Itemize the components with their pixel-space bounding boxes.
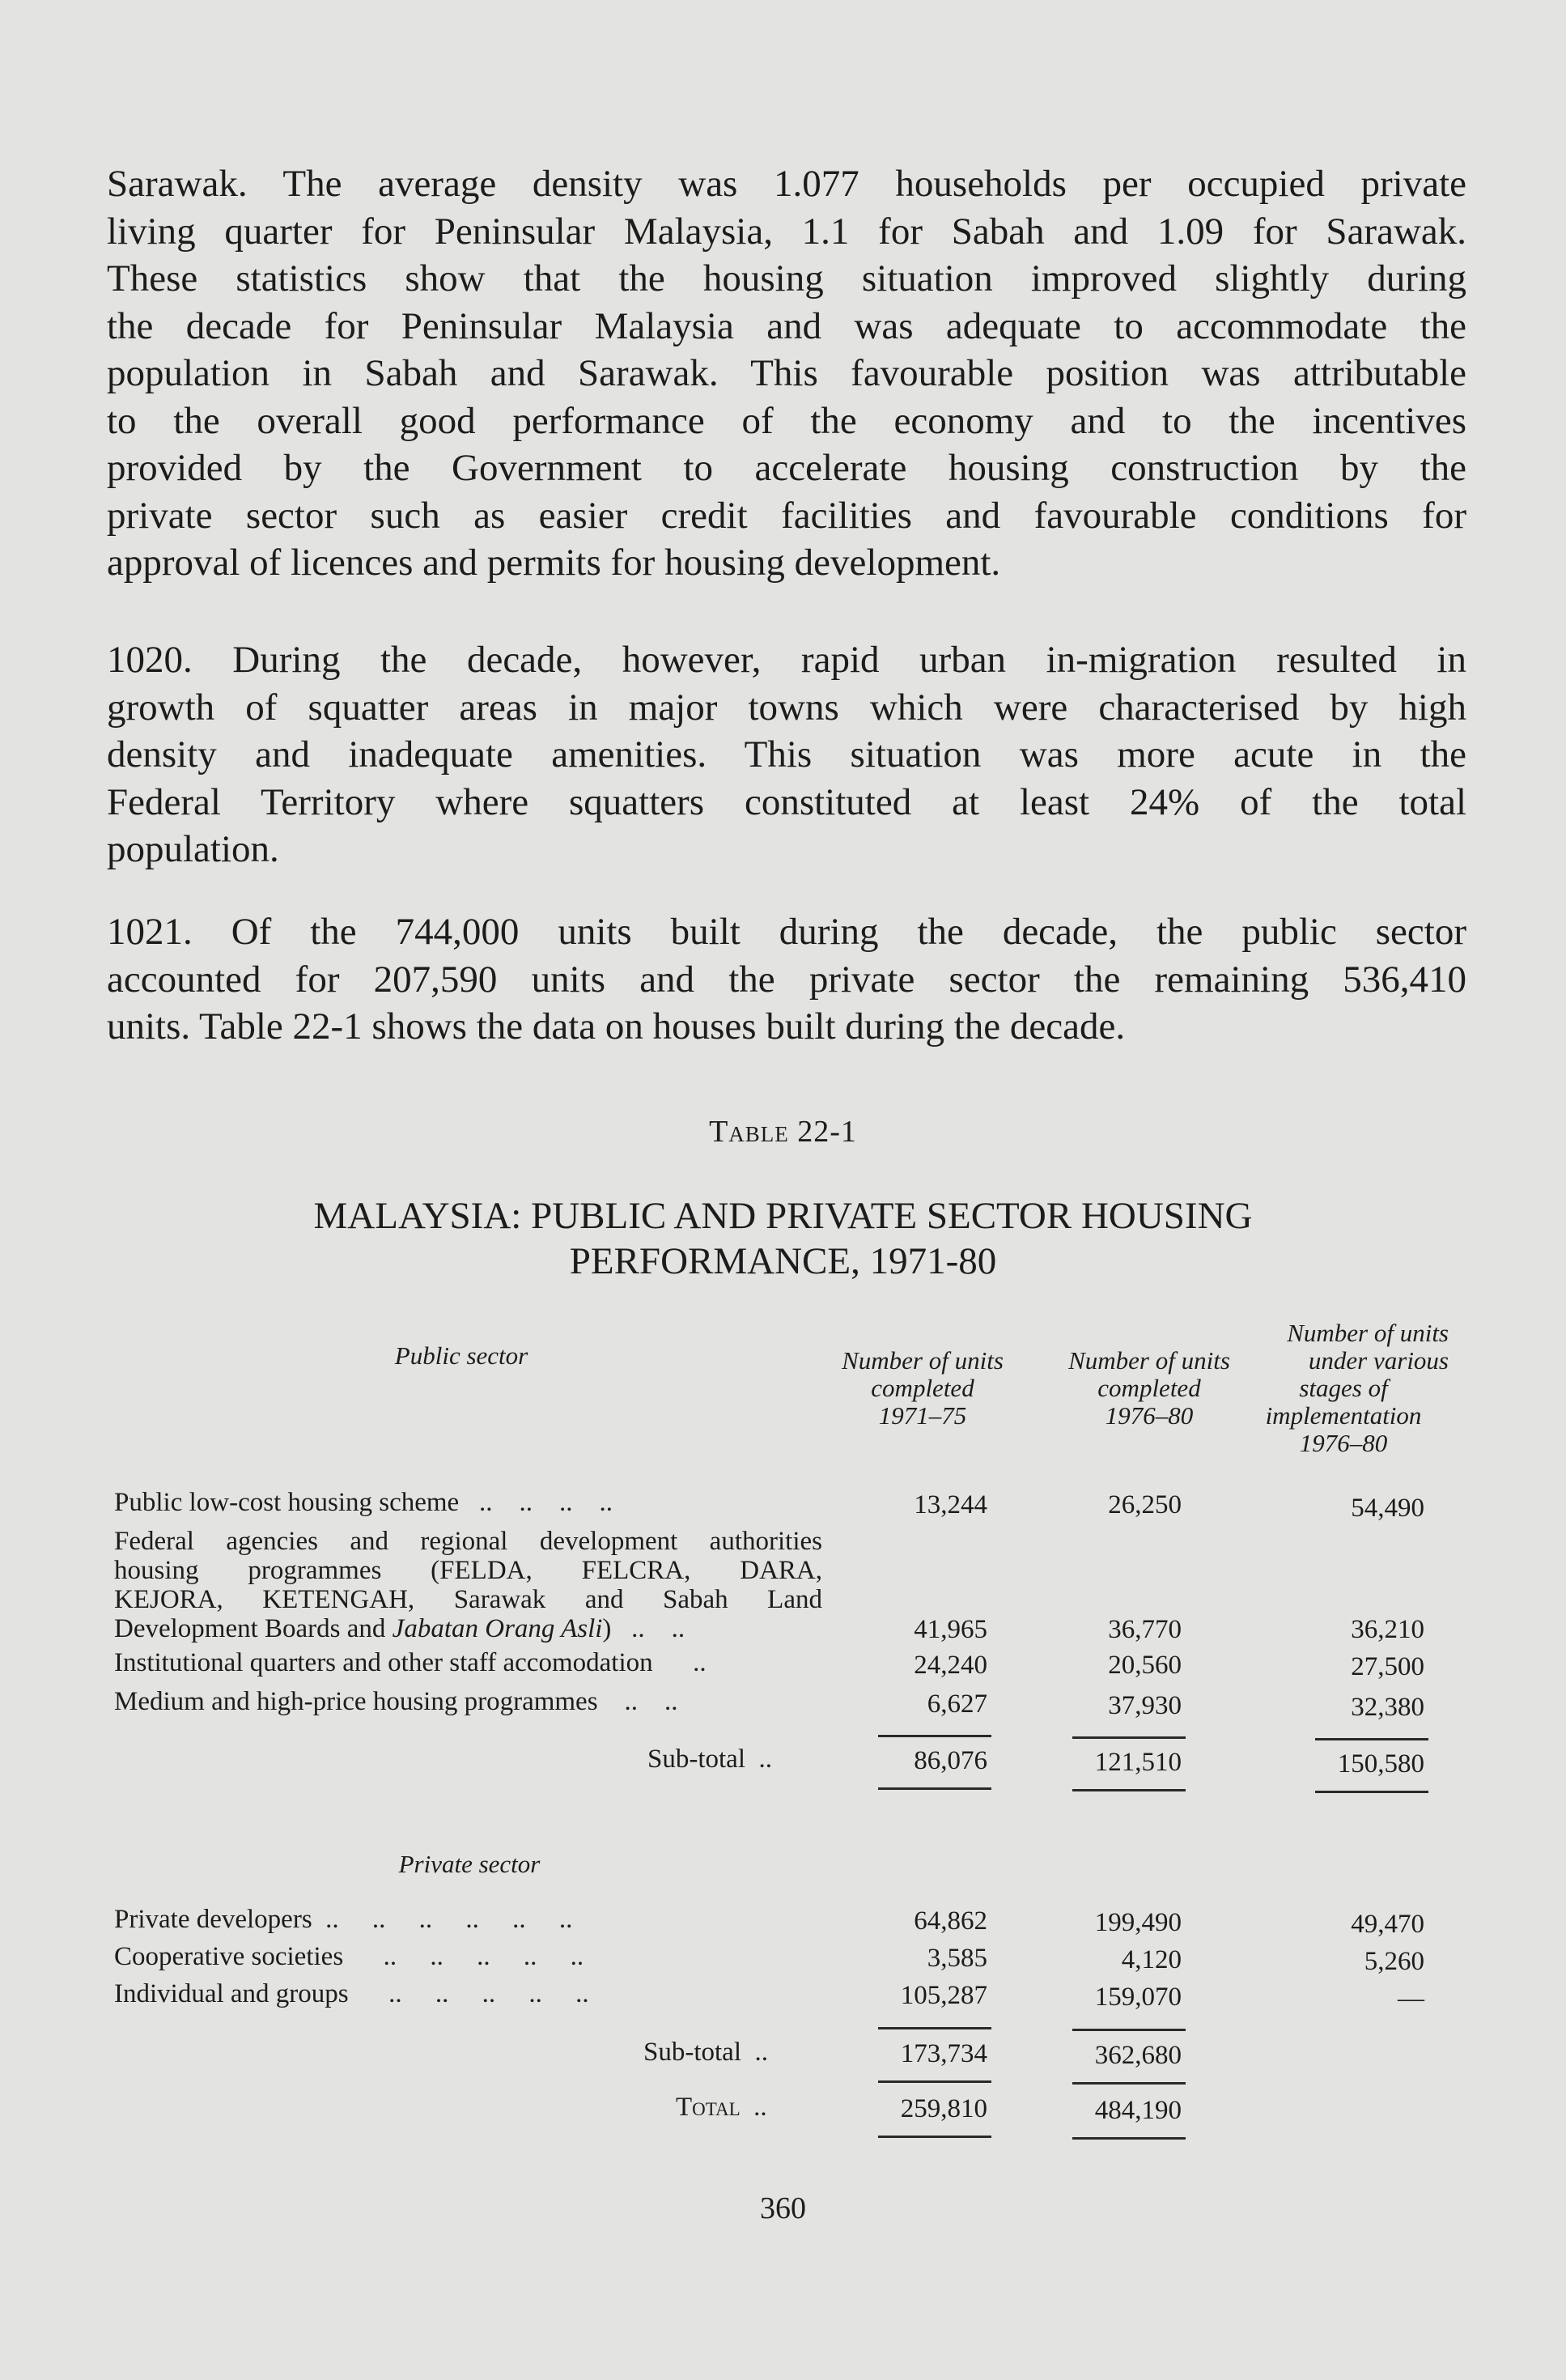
header-text: 1976–80 bbox=[1105, 1401, 1194, 1430]
paragraph-1020 bbox=[107, 636, 1466, 873]
cell-value: 3,585 bbox=[927, 1944, 987, 1973]
row-label: Public low-cost housing scheme bbox=[114, 1488, 460, 1517]
cell-value: 13,244 bbox=[914, 1490, 987, 1519]
text-line: approval of licences and permits for housing development. bbox=[107, 542, 1001, 584]
text-line: population in Sabah and Sarawak. This favourable position was attributable bbox=[107, 352, 1466, 394]
text-line: growth of squatter areas in major towns which were characterised by high bbox=[107, 686, 1466, 729]
private-sector-heading: Private sector bbox=[398, 1850, 541, 1878]
sum-rule bbox=[1072, 2029, 1186, 2031]
cell-value: 6,627 bbox=[927, 1689, 987, 1719]
cell-value: 37,930 bbox=[1108, 1691, 1182, 1720]
page-number: 360 bbox=[760, 2191, 806, 2225]
subtotal-label: Sub-total bbox=[647, 1745, 745, 1774]
cell-value: 36,210 bbox=[1351, 1615, 1424, 1644]
text-line: living quarter for Peninsular Malaysia, 1.1 for Sabah and 1.09 for Sarawak. bbox=[107, 210, 1466, 253]
text-line: units. Table 22-1 shows the data on houses built during the decade. bbox=[107, 1005, 1126, 1048]
cell-value: 27,500 bbox=[1351, 1652, 1424, 1681]
column-header-under-implementation bbox=[1238, 1320, 1449, 1457]
cell-value: 41,965 bbox=[914, 1615, 987, 1644]
column-header-1971-75 bbox=[813, 1347, 1032, 1430]
text-line: provided by the Government to accelerate housing construction by the bbox=[107, 447, 1466, 489]
text-line: population. bbox=[107, 828, 279, 870]
row-label: Institutional quarters and other staff accomodation bbox=[114, 1648, 653, 1677]
text-line: Sarawak. The average density was 1.077 households per occupied private bbox=[107, 163, 1466, 205]
sum-rule bbox=[1315, 1791, 1428, 1793]
row-label: Medium and high-price housing programmes bbox=[114, 1687, 598, 1716]
text-line: to the overall good performance of the economy and to the incentives bbox=[107, 399, 1466, 442]
row-label-italic: Jabatan Orang Asli bbox=[392, 1614, 603, 1643]
subtotal-label: Sub-total bbox=[643, 2038, 741, 2067]
cell-value: 32,380 bbox=[1351, 1693, 1424, 1722]
sum-rule bbox=[1315, 1738, 1428, 1740]
cell-value: 173,734 bbox=[900, 2039, 987, 2068]
cell-value: 36,770 bbox=[1108, 1615, 1182, 1644]
text-line: accounted for 207,590 units and the private sector the remaining 536,410 bbox=[107, 958, 1466, 1001]
sum-rule bbox=[878, 2136, 991, 2138]
cell-value: 259,810 bbox=[900, 2094, 987, 2123]
row-label: Individual and groups bbox=[114, 1979, 349, 2008]
cell-value: 159,070 bbox=[1094, 1983, 1182, 2012]
cell-value: 105,287 bbox=[900, 1981, 987, 2010]
header-text: stages of bbox=[1299, 1374, 1388, 1402]
cell-value: 5,260 bbox=[1364, 1947, 1424, 1976]
sum-rule bbox=[878, 2080, 991, 2083]
sum-rule bbox=[1072, 1736, 1186, 1739]
sum-rule bbox=[878, 1735, 991, 1737]
row-label: ) bbox=[602, 1614, 612, 1643]
text-line: Federal Territory where squatters constituted at least 24% of the total bbox=[107, 780, 1466, 823]
cell-value: 54,490 bbox=[1351, 1494, 1424, 1523]
row-label: KEJORA, KETENGAH, Sarawak and Sabah Land bbox=[114, 1585, 822, 1614]
cell-value: 121,510 bbox=[1094, 1748, 1182, 1777]
text-line: These statistics show that the housing situation improved slightly during bbox=[107, 257, 1466, 300]
header-text: Number of units bbox=[842, 1346, 1004, 1375]
total-label: Total bbox=[676, 2093, 741, 2122]
row-label: Cooperative societies bbox=[114, 1942, 344, 1971]
header-text: completed bbox=[871, 1374, 974, 1402]
row-label: Federal agencies and regional development authorities bbox=[114, 1527, 822, 1556]
paragraph-1021 bbox=[107, 908, 1466, 1051]
header-text: Number of units bbox=[1068, 1346, 1230, 1375]
sum-rule bbox=[1072, 1789, 1186, 1791]
header-text: completed bbox=[1097, 1374, 1201, 1402]
table-caption: Table 22-1 bbox=[709, 1115, 857, 1149]
header-text: 1976–80 bbox=[1299, 1429, 1388, 1457]
cell-value: 49,470 bbox=[1351, 1910, 1424, 1939]
header-text: 1971–75 bbox=[878, 1401, 967, 1430]
text-line: private sector such as easier credit facilities and favourable conditions for bbox=[107, 494, 1466, 537]
cell-value: 24,240 bbox=[914, 1651, 987, 1680]
text-line: 1021. Of the 744,000 units built during the decade, the public sector bbox=[107, 911, 1466, 953]
cell-value: 26,250 bbox=[1108, 1490, 1182, 1519]
paragraph-density bbox=[107, 160, 1466, 587]
sum-rule bbox=[878, 1787, 991, 1790]
cell-value: 484,190 bbox=[1094, 2096, 1182, 2125]
cell-value: 150,580 bbox=[1337, 1749, 1424, 1779]
text-line: density and inadequate amenities. This situation was more acute in the bbox=[107, 733, 1466, 776]
sum-rule bbox=[1072, 2137, 1186, 2140]
header-text: implementation bbox=[1265, 1401, 1422, 1430]
sum-rule bbox=[1072, 2082, 1186, 2085]
row-label: Private developers bbox=[114, 1905, 312, 1934]
sum-rule bbox=[878, 2027, 991, 2029]
cell-value: 64,862 bbox=[914, 1906, 987, 1936]
row-label: housing programmes (FELDA, FELCRA, DARA, bbox=[114, 1556, 822, 1585]
row-label: Development Boards and bbox=[114, 1614, 386, 1643]
table-title-line2: PERFORMANCE, 1971-80 bbox=[569, 1240, 997, 1282]
cell-value: 20,560 bbox=[1108, 1651, 1182, 1680]
table-title-line1: MALAYSIA: PUBLIC AND PRIVATE SECTOR HOUSING bbox=[313, 1195, 1253, 1237]
cell-value: 86,076 bbox=[914, 1746, 987, 1775]
cell-value: 362,680 bbox=[1094, 2041, 1182, 2070]
cell-value: 4,120 bbox=[1121, 1945, 1182, 1974]
column-header-1976-80 bbox=[1040, 1347, 1258, 1430]
text-line: 1020. During the decade, however, rapid urban in-migration resulted in bbox=[107, 639, 1466, 681]
cell-value: — bbox=[1398, 1984, 1424, 2013]
text-line: the decade for Peninsular Malaysia and was adequate to accommodate the bbox=[107, 304, 1466, 347]
cell-value: 199,490 bbox=[1094, 1908, 1182, 1937]
header-text: under various bbox=[1308, 1346, 1449, 1375]
header-text: Number of units bbox=[1287, 1319, 1449, 1347]
public-sector-heading: Public sector bbox=[394, 1341, 528, 1370]
